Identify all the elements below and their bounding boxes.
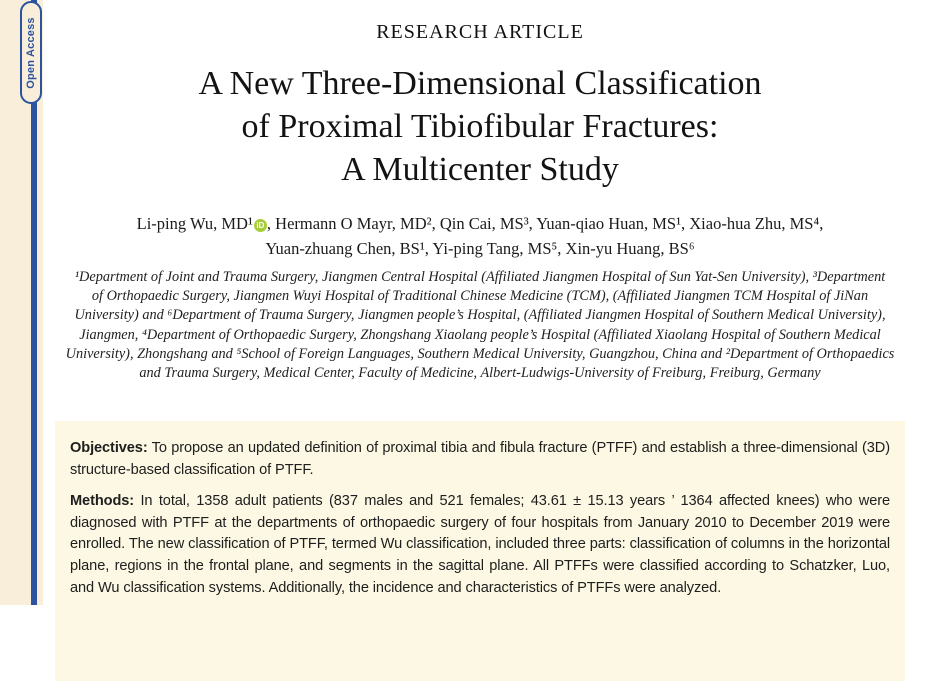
affiliation-line: University), Zhongshang and ⁵School of Foreign Languages, Southern Medical University, Guangzhou, China and ²Department of Orthopaedics: [65, 345, 895, 362]
affiliations-block: [45, 268, 915, 383]
open-access-badge-label: Open Access: [25, 16, 37, 89]
article-type-kicker: RESEARCH ARTICLE: [376, 21, 584, 43]
orcid-icon[interactable]: iD: [254, 219, 267, 232]
page-title-line-2: of Proximal Tibiofibular Fractures:: [241, 108, 719, 145]
page-title-line-3: A Multicenter Study: [341, 151, 619, 188]
author-line-1: [45, 211, 915, 236]
author-line-2: Yuan-zhuang Chen, BS¹, Yi-ping Tang, MS⁵, Xin-yu Huang, BS⁶: [265, 239, 695, 258]
affiliation-line: University) and ⁶Department of Trauma Surgery, Jiangmen people’s Hospital, (Affiliated Jiangmen Hospital of Southern Medical University),: [74, 307, 886, 324]
author-list: [45, 211, 915, 261]
abstract-box: [55, 421, 905, 681]
abstract-objectives: [70, 438, 890, 481]
affiliation-line: Jiangmen, ⁴Department of Orthopaedic Surgery, Zhongshang Xiaolang people’s Hospital (Affiliated Xiaolang Hospital of Southern Medical: [79, 326, 881, 343]
page-title: [40, 62, 920, 191]
author-line-1-rest: , Hermann O Mayr, MD², Qin Cai, MS³, Yuan-qiao Huan, MS¹, Xiao-hua Zhu, MS⁴,: [266, 214, 824, 233]
affiliation-line: ¹Department of Joint and Trauma Surgery, Jiangmen Central Hospital (Affiliated Jiangmen Hospital of Sun Yat-Sen University), ³Department: [74, 269, 886, 285]
abstract-methods-label: Methods:: [70, 493, 135, 510]
affiliation-line: of Orthopaedic Surgery, Jiangmen Wuyi Hospital of Traditional Chinese Medicine (TCM), (Affiliated Jiangmen TCM Hospital of JiNan: [91, 288, 869, 305]
abstract-methods: [70, 491, 890, 599]
affiliation-line: and Trauma Surgery, Medical Center, Faculty of Medicine, Albert-Ludwigs-University of Freiburg, Freiburg, Germany: [139, 365, 821, 382]
abstract-objectives-text: To propose an updated definition of proximal tibia and fibula fracture (PTFF) and establish a three-dimensional (3D) structure-based classification of PTFF.: [70, 440, 890, 478]
page-title-line-1: A New Three-Dimensional Classification: [198, 65, 762, 102]
abstract-methods-text: In total, 1358 adult patients (837 males and 521 females; 43.61 ± 15.13 years ’ 1364 affected knees) who were diagnosed with PTFF at the departments of orthopaedic surgery of four hospitals from January 2010 to December 2019 were enrolled. The new classification of PTFF, termed Wu classification, included three parts: classification of columns in the horizontal plane, regions in the frontal plane, and segments in the sagittal plane. All PTFFs were classified according to Schatzker, Luo, and Wu classification systems. Additionally, the incidence and characteristics of PTFFs were analyzed.: [70, 493, 890, 596]
open-access-badge: [20, 1, 42, 104]
abstract-objectives-label: Objectives:: [70, 440, 148, 456]
author-first: Li-ping Wu, MD¹: [136, 214, 253, 233]
